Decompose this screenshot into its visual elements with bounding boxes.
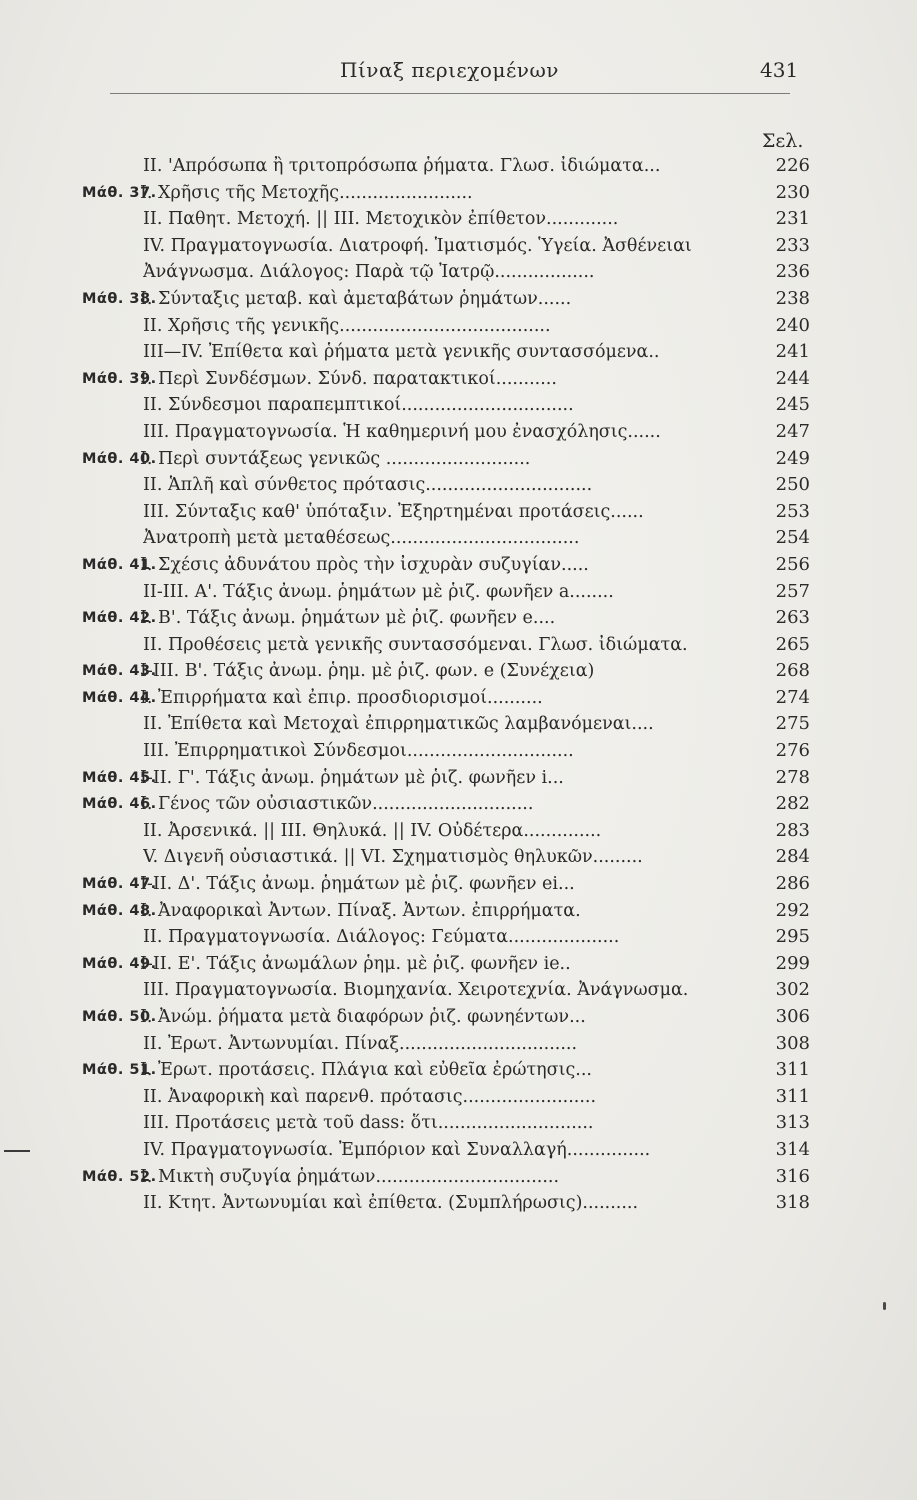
- toc-entry: [82, 685, 810, 712]
- entry-page-number: 253: [775, 500, 810, 522]
- ink-speck: [883, 1302, 886, 1310]
- toc-entry: [82, 446, 810, 473]
- toc-entry: [110, 499, 810, 526]
- toc-entry: [110, 924, 810, 951]
- toc-entry: [82, 658, 810, 685]
- entry-title: IV. Πραγματογνωσία. Ἐμπόριον καὶ Συναλλαγή...............: [143, 1139, 651, 1160]
- entry-page-number: 257: [775, 580, 810, 602]
- entry-title: I. Γένος τῶν οὐσιαστικῶν.............................: [140, 794, 534, 815]
- lesson-label: Μάθ. 40.: [82, 450, 157, 467]
- toc-entry: [110, 579, 810, 606]
- lesson-label: Μάθ. 44.: [82, 689, 157, 706]
- entry-page-number: 286: [775, 873, 810, 895]
- entry-title: I. Ἐπιρρήματα καὶ ἐπιρ. προσδιορισμοί..........: [140, 687, 543, 708]
- entry-title: II. Ἐπίθετα καὶ Μετοχαὶ ἐπιρρηματικῶς λαμβανόμεναι....: [143, 714, 654, 735]
- entry-page-number: 275: [775, 713, 810, 735]
- lesson-label: Μάθ. 41.: [82, 556, 157, 573]
- lesson-label: Μάθ. 42.: [82, 610, 157, 627]
- entry-page-number: 247: [775, 420, 810, 442]
- toc-entry: [82, 286, 810, 313]
- toc-entry: [110, 525, 810, 552]
- entry-page-number: 311: [775, 1059, 810, 1081]
- entry-title: II. Κτητ. Ἀντωνυμίαι καὶ ἐπίθετα. (Συμπλήρωσις)..........: [143, 1193, 639, 1214]
- entry-page-number: 236: [775, 261, 810, 283]
- entry-title: II. Χρῆσις τῆς γενικῆς......................................: [143, 315, 551, 336]
- toc-entry: [82, 765, 810, 792]
- entry-page-number: 245: [775, 394, 810, 416]
- page-header: [0, 58, 917, 92]
- entry-page-number: 254: [775, 527, 810, 549]
- entry-page-number: 241: [775, 341, 810, 363]
- entry-page-number: 292: [775, 899, 810, 921]
- entry-title: I. Ἀνώμ. ῥήματα μετὰ διαφόρων ῥιζ. φωνηέντων...: [140, 1007, 586, 1027]
- lesson-label: Μάθ. 45.: [82, 769, 157, 786]
- toc-entry: [82, 366, 810, 393]
- toc-entry: [110, 233, 810, 260]
- entry-title: I. Ἀναφορικαὶ Ἀντων. Πίναξ. Ἀντων. ἐπιρρήματα.: [140, 900, 581, 921]
- entry-title: I. Σχέσις ἀδυνάτου πρὸς τὴν ἰσχυρὰν συζυγίαν.....: [140, 554, 589, 575]
- lesson-label: Μάθ. 49.: [82, 955, 157, 972]
- lesson-label: Μάθ. 38.: [82, 290, 157, 307]
- entry-title: Ἀνάγνωσμα. Διάλογος: Παρὰ τῷ Ἰατρῷ..................: [143, 262, 595, 283]
- entry-title: III. Ἐπιρρηματικοὶ Σύνδεσμοι..............................: [143, 741, 574, 762]
- toc-entry: [110, 844, 810, 871]
- toc-entry: [110, 392, 810, 419]
- toc-entry: [110, 153, 810, 180]
- entry-title: II. Σύνδεσμοι παραπεμπτικοί...............................: [143, 395, 574, 416]
- entry-title: I. Ἐρωτ. προτάσεις. Πλάγια καὶ εὐθεῖα ἐρώτησις...: [140, 1060, 592, 1081]
- lesson-label: Μάθ. 46.: [82, 796, 157, 813]
- toc-entry: [110, 1084, 810, 1111]
- entry-title: Ἀνατροπὴ μετὰ μεταθέσεως..................................: [143, 528, 580, 549]
- entry-title: I. Χρῆσις τῆς Μετοχῆς........................: [140, 182, 473, 203]
- entry-page-number: 283: [775, 819, 810, 841]
- entry-title: III—IV. Ἐπίθετα καὶ ῥήματα μετὰ γενικῆς συντασσόμενα..: [143, 342, 660, 363]
- entry-page-number: 265: [775, 633, 810, 655]
- lesson-label: Μάθ. 51.: [82, 1062, 157, 1079]
- lesson-label: Μάθ. 50.: [82, 1009, 157, 1025]
- entry-title: II. Ἀναφορικὴ καὶ παρενθ. πρότασις........................: [143, 1086, 597, 1107]
- entry-page-number: 263: [775, 607, 810, 629]
- toc-entry: [82, 1057, 810, 1084]
- entry-page-number: 231: [775, 208, 810, 230]
- entry-page-number: 226: [775, 155, 810, 176]
- lesson-label: Μάθ. 48.: [82, 902, 157, 919]
- entry-title: I-II. Ε'. Τάξις ἀνωμάλων ῥημ. μὲ ῥιζ. φωνῆεν ie..: [140, 953, 571, 974]
- entry-title: II. Ἐρωτ. Ἀντωνυμίαι. Πίναξ................................: [143, 1033, 578, 1054]
- entry-title: I-II. Δ'. Τάξις ἀνωμ. ῥημάτων μὲ ῥιζ. φωνῆεν ei...: [140, 874, 575, 895]
- toc-entry: [110, 711, 810, 738]
- entry-page-number: 268: [775, 660, 810, 682]
- toc-entry: [110, 1137, 810, 1164]
- entry-page-number: 295: [775, 926, 810, 948]
- entry-title: I-II. Γ'. Τάξις ἀνωμ. ῥημάτων μὲ ῥιζ. φωνῆεν i...: [140, 767, 564, 788]
- entry-page-number: 306: [775, 1006, 810, 1027]
- entry-title: II. 'Απρόσωπα ἢ τριτοπρόσωπα ῥήματα. Γλωσ. ἰδιώματα...: [143, 156, 661, 176]
- entry-page-number: 311: [775, 1085, 810, 1107]
- entry-title: I. Περὶ συντάξεως γενικῶς ..........................: [140, 448, 531, 469]
- lesson-label: Μάθ. 47.: [82, 876, 157, 893]
- toc-entry: [82, 1164, 810, 1191]
- toc-entry: [110, 206, 810, 233]
- entry-title: II. Ἀρσενικά. || III. Θηλυκά. || IV. Οὐδέτερα..............: [143, 820, 602, 841]
- entry-page-number: 250: [775, 474, 810, 496]
- toc-entry: [110, 632, 810, 659]
- entry-title: III. Προτάσεις μετὰ τοῦ dass: ὅτι............................: [143, 1113, 594, 1134]
- toc-entry: [82, 791, 810, 818]
- entry-title: I. Μικτὴ συζυγία ῥημάτων.................................: [140, 1166, 560, 1187]
- lesson-label: Μάθ. 37.: [82, 184, 157, 201]
- toc-entry: [110, 339, 810, 366]
- entry-page-number: 308: [775, 1032, 810, 1054]
- toc-entry: [110, 259, 810, 286]
- toc-entry: [82, 951, 810, 978]
- table-of-contents: [82, 153, 810, 1217]
- toc-entry: [110, 419, 810, 446]
- entry-page-number: 302: [775, 979, 810, 1001]
- entry-page-number: 233: [775, 234, 810, 256]
- entry-page-number: 313: [775, 1112, 810, 1134]
- entry-page-number: 314: [775, 1138, 810, 1160]
- entry-page-number: 249: [775, 447, 810, 469]
- entry-page-number: 318: [775, 1192, 810, 1214]
- entry-title: III. Σύνταξις καθ' ὑπόταξιν. Ἐξηρτημέναι προτάσεις......: [143, 501, 644, 522]
- margin-mark: [4, 1150, 30, 1152]
- entry-page-number: 244: [775, 367, 810, 389]
- page-column-label: Σελ.: [762, 130, 804, 152]
- page-number: 431: [760, 58, 799, 82]
- entry-page-number: 274: [775, 686, 810, 708]
- entry-page-number: 282: [775, 793, 810, 815]
- entry-title: III. Πραγματογνωσία. Ἡ καθημερινή μου ἐνασχόλησις......: [143, 421, 661, 442]
- toc-entry: [110, 977, 810, 1004]
- toc-entry: [110, 313, 810, 340]
- entry-title: I-III. Β'. Τάξις ἀνωμ. ῥημ. μὲ ῥιζ. φων. e (Συνέχεια): [140, 661, 595, 682]
- entry-title: I. Περὶ Συνδέσμων. Σύνδ. παρατακτικοί...........: [140, 368, 557, 389]
- toc-entry: [110, 818, 810, 845]
- toc-entry: [110, 738, 810, 765]
- entry-title: I. Β'. Τάξις ἀνωμ. ῥημάτων μὲ ῥιζ. φωνῆεν e....: [140, 608, 556, 629]
- toc-entry: [82, 1004, 810, 1031]
- entry-title: II. Παθητ. Μετοχή. || III. Μετοχικὸν ἐπίθετον.............: [143, 209, 619, 230]
- toc-entry: [110, 472, 810, 499]
- entry-page-number: 278: [775, 766, 810, 788]
- toc-entry: [110, 1190, 810, 1217]
- toc-entry: [82, 552, 810, 579]
- entry-page-number: 238: [775, 287, 810, 309]
- entry-page-number: 256: [775, 553, 810, 575]
- lesson-label: Μάθ. 52.: [82, 1168, 157, 1185]
- entry-title: II. Προθέσεις μετὰ γενικῆς συντασσόμεναι. Γλωσ. ἰδιώματα.: [143, 634, 688, 655]
- page-title: Πίναξ περιεχομένων: [340, 58, 559, 82]
- toc-entry: [82, 605, 810, 632]
- lesson-label: Μάθ. 43.: [82, 663, 157, 680]
- toc-entry: [82, 871, 810, 898]
- lesson-label: Μάθ. 39.: [82, 370, 157, 387]
- entry-page-number: 316: [775, 1165, 810, 1187]
- entry-title: IV. Πραγματογνωσία. Διατροφή. Ἱματισμός. Ὑγεία. Ἀσθένειαι: [143, 235, 692, 256]
- entry-title: II. Ἁπλῆ καὶ σύνθετος πρότασις..............................: [143, 475, 593, 496]
- entry-title: V. Διγενῆ οὐσιαστικά. || VI. Σχηματισμὸς θηλυκῶν.........: [143, 847, 643, 868]
- entry-title: II. Πραγματογνωσία. Διάλογος: Γεύματα....................: [143, 927, 620, 948]
- entry-page-number: 284: [775, 846, 810, 868]
- entry-title: II-III. Α'. Τάξις ἀνωμ. ῥημάτων μὲ ῥιζ. φωνῆεν a........: [143, 581, 614, 602]
- toc-entry: [82, 180, 810, 207]
- entry-page-number: 299: [775, 952, 810, 974]
- entry-page-number: 276: [775, 740, 810, 762]
- entry-page-number: 240: [775, 314, 810, 336]
- header-rule: [110, 93, 790, 94]
- entry-title: III. Πραγματογνωσία. Βιομηχανία. Χειροτεχνία. Ἀνάγνωσμα.: [143, 980, 689, 1001]
- toc-entry: [110, 1031, 810, 1058]
- toc-entry: [110, 1110, 810, 1137]
- toc-entry: [82, 898, 810, 925]
- entry-page-number: 230: [775, 181, 810, 203]
- entry-title: I. Σύνταξις μεταβ. καὶ ἀμεταβάτων ῥημάτων......: [140, 288, 572, 309]
